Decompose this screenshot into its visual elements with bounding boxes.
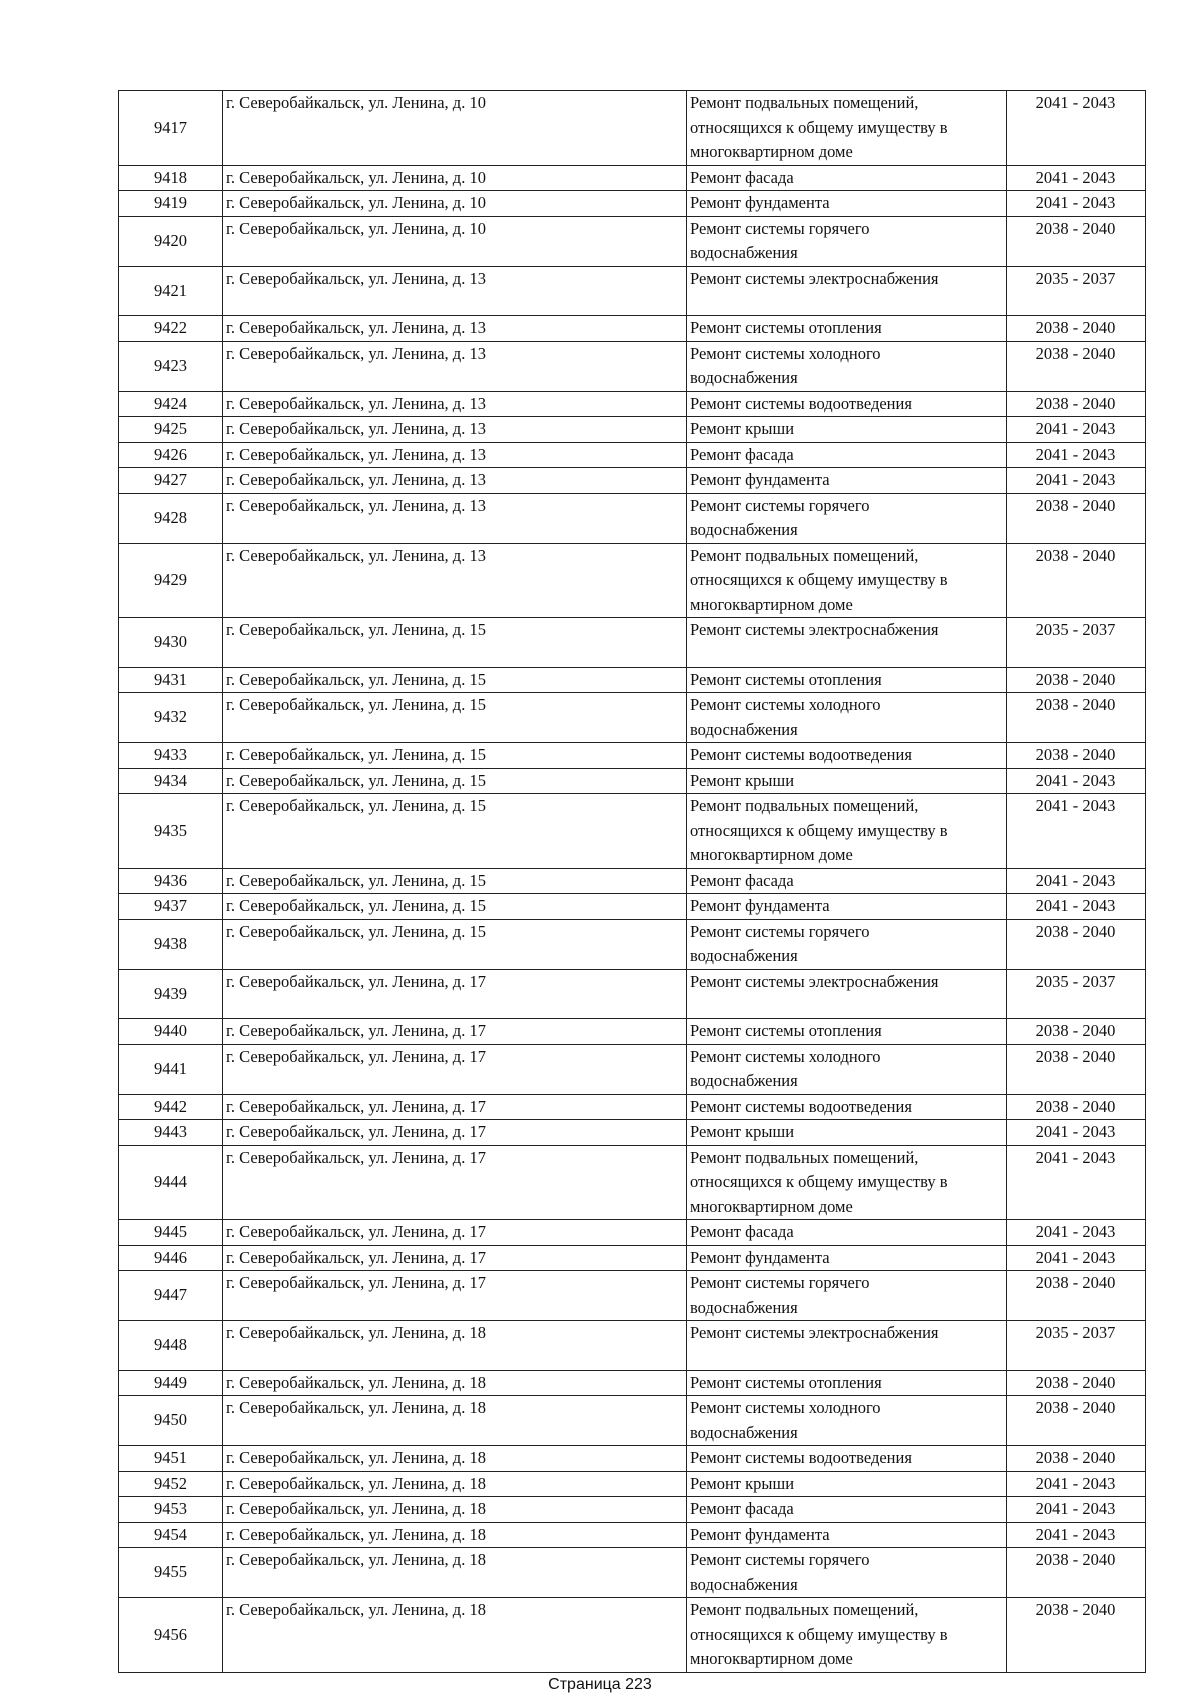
row-number: 9455: [119, 1548, 223, 1598]
row-period: 2041 - 2043: [1007, 768, 1146, 794]
table-row: [119, 442, 1146, 468]
row-work-type: [687, 618, 1007, 668]
row-period: 2038 - 2040: [1007, 493, 1146, 543]
work-type-line: Ремонт системы водоотведения: [690, 1096, 912, 1116]
table-row: [119, 1044, 1146, 1094]
row-period: 2041 - 2043: [1007, 1220, 1146, 1246]
work-type-line: многоквартирном доме: [690, 594, 853, 614]
row-number: 9421: [119, 266, 223, 316]
table-row: [119, 894, 1146, 920]
table-row: [119, 493, 1146, 543]
row-address: г. Северобайкальск, ул. Ленина, д. 18: [223, 1471, 687, 1497]
row-number: 9450: [119, 1396, 223, 1446]
work-type-line: Ремонт системы холодного: [690, 695, 881, 714]
work-type-line: Ремонт системы горячего: [690, 495, 870, 515]
work-type-line: водоснабжения: [690, 1574, 798, 1594]
work-type-line: Ремонт фундамента: [690, 1524, 830, 1544]
row-work-type: [687, 442, 1007, 468]
row-number: 9452: [119, 1471, 223, 1497]
row-address: г. Северобайкальск, ул. Ленина, д. 17: [223, 1044, 687, 1094]
work-type-line: Ремонт системы водоотведения: [690, 1448, 912, 1467]
row-address: г. Северобайкальск, ул. Ленина, д. 17: [223, 1245, 687, 1271]
work-type-line: Ремонт системы отопления: [690, 669, 882, 689]
row-work-type: [687, 91, 1007, 166]
row-work-type: [687, 1094, 1007, 1120]
work-type-line: Ремонт крыши: [690, 1473, 795, 1493]
row-work-type: [687, 1471, 1007, 1497]
row-number: 9440: [119, 1019, 223, 1045]
work-type-line: Ремонт системы горячего: [690, 1550, 870, 1569]
row-number: 9449: [119, 1370, 223, 1396]
row-period: 2041 - 2043: [1007, 442, 1146, 468]
work-type-line: водоснабжения: [690, 1071, 798, 1090]
row-period: 2038 - 2040: [1007, 1548, 1146, 1598]
work-type-line: Ремонт подвальных помещений,: [690, 1600, 919, 1619]
row-work-type: [687, 1019, 1007, 1045]
row-number: 9454: [119, 1522, 223, 1548]
work-type-line: многоквартирном доме: [690, 142, 853, 161]
row-period: 2041 - 2043: [1007, 868, 1146, 894]
row-address: г. Северобайкальск, ул. Ленина, д. 18: [223, 1396, 687, 1446]
row-number: 9438: [119, 919, 223, 969]
work-type-line: Ремонт системы холодного: [690, 1398, 881, 1417]
table-row: [119, 266, 1146, 316]
row-period: 2041 - 2043: [1007, 1471, 1146, 1497]
work-type-line: Ремонт крыши: [690, 419, 795, 438]
row-period: 2041 - 2043: [1007, 894, 1146, 920]
row-period: 2041 - 2043: [1007, 417, 1146, 443]
row-number: 9436: [119, 868, 223, 894]
row-period: 2041 - 2043: [1007, 1120, 1146, 1146]
row-work-type: [687, 1321, 1007, 1371]
row-work-type: [687, 341, 1007, 391]
row-work-type: [687, 165, 1007, 191]
work-type-line: многоквартирном доме: [690, 845, 853, 864]
row-period: 2038 - 2040: [1007, 316, 1146, 342]
row-period: 2038 - 2040: [1007, 341, 1146, 391]
row-number: 9443: [119, 1120, 223, 1146]
row-address: г. Северобайкальск, ул. Ленина, д. 17: [223, 1220, 687, 1246]
table-row: [119, 1548, 1146, 1598]
row-number: 9417: [119, 91, 223, 166]
row-address: г. Северобайкальск, ул. Ленина, д. 17: [223, 1271, 687, 1321]
row-address: г. Северобайкальск, ул. Ленина, д. 15: [223, 919, 687, 969]
work-type-line: водоснабжения: [690, 243, 798, 262]
work-type-line: водоснабжения: [690, 1297, 798, 1317]
row-number: 9446: [119, 1245, 223, 1271]
row-period: 2041 - 2043: [1007, 1145, 1146, 1220]
row-period: 2038 - 2040: [1007, 919, 1146, 969]
row-work-type: [687, 868, 1007, 894]
row-address: г. Северобайкальск, ул. Ленина, д. 15: [223, 894, 687, 920]
row-work-type: [687, 969, 1007, 1019]
row-address: г. Северобайкальск, ул. Ленина, д. 10: [223, 165, 687, 191]
row-number: 9423: [119, 341, 223, 391]
row-address: г. Северобайкальск, ул. Ленина, д. 18: [223, 1548, 687, 1598]
row-work-type: [687, 493, 1007, 543]
row-address: г. Северобайкальск, ул. Ленина, д. 15: [223, 667, 687, 693]
row-number: 9434: [119, 768, 223, 794]
row-address: г. Северобайкальск, ул. Ленина, д. 17: [223, 1145, 687, 1220]
table-row: [119, 919, 1146, 969]
row-work-type: [687, 1522, 1007, 1548]
row-work-type: [687, 919, 1007, 969]
row-address: г. Северобайкальск, ул. Ленина, д. 15: [223, 768, 687, 794]
row-work-type: [687, 1044, 1007, 1094]
work-type-line: Ремонт системы электроснабжения: [690, 268, 939, 288]
row-number: 9427: [119, 468, 223, 494]
row-work-type: [687, 1446, 1007, 1472]
work-type-line: водоснабжения: [690, 946, 798, 965]
table-row: [119, 391, 1146, 417]
row-address: г. Северобайкальск, ул. Ленина, д. 10: [223, 191, 687, 217]
work-type-line: относящихся к общему имуществу в: [690, 117, 948, 137]
row-period: 2038 - 2040: [1007, 1396, 1146, 1446]
work-type-line: Ремонт фундамента: [690, 896, 830, 915]
row-address: г. Северобайкальск, ул. Ленина, д. 18: [223, 1321, 687, 1371]
work-type-line: Ремонт системы отопления: [690, 318, 882, 337]
row-address: г. Северобайкальск, ул. Ленина, д. 17: [223, 969, 687, 1019]
table-row: [119, 91, 1146, 166]
row-number: 9430: [119, 618, 223, 668]
row-period: 2038 - 2040: [1007, 1271, 1146, 1321]
table-row: [119, 1271, 1146, 1321]
table-row: [119, 618, 1146, 668]
table-row: [119, 1094, 1146, 1120]
row-address: г. Северобайкальск, ул. Ленина, д. 15: [223, 868, 687, 894]
row-address: г. Северобайкальск, ул. Ленина, д. 15: [223, 743, 687, 769]
row-period: 2038 - 2040: [1007, 1598, 1146, 1673]
row-work-type: [687, 1145, 1007, 1220]
row-work-type: [687, 543, 1007, 618]
table-row: [119, 543, 1146, 618]
row-work-type: [687, 191, 1007, 217]
row-address: г. Северобайкальск, ул. Ленина, д. 13: [223, 391, 687, 417]
row-work-type: [687, 1370, 1007, 1396]
row-number: 9418: [119, 165, 223, 191]
row-address: г. Северобайкальск, ул. Ленина, д. 18: [223, 1446, 687, 1472]
row-number: 9428: [119, 493, 223, 543]
work-type-line: Ремонт системы холодного: [690, 1046, 881, 1066]
table-row: [119, 191, 1146, 217]
row-number: 9429: [119, 543, 223, 618]
row-number: 9445: [119, 1220, 223, 1246]
work-type-line: Ремонт системы отопления: [690, 1372, 882, 1392]
row-address: г. Северобайкальск, ул. Ленина, д. 13: [223, 316, 687, 342]
table-row: [119, 768, 1146, 794]
row-work-type: [687, 216, 1007, 266]
row-address: г. Северобайкальск, ул. Ленина, д. 15: [223, 618, 687, 668]
work-type-line: многоквартирном доме: [690, 1196, 853, 1216]
row-work-type: [687, 1120, 1007, 1146]
row-work-type: [687, 1245, 1007, 1271]
table-row: [119, 165, 1146, 191]
row-address: г. Северобайкальск, ул. Ленина, д. 13: [223, 543, 687, 618]
row-period: 2038 - 2040: [1007, 1044, 1146, 1094]
work-type-line: Ремонт фундамента: [690, 193, 830, 212]
table-row: [119, 1019, 1146, 1045]
table-row: [119, 1396, 1146, 1446]
work-type-line: Ремонт крыши: [690, 1122, 795, 1141]
row-period: 2041 - 2043: [1007, 191, 1146, 217]
table-row: [119, 1145, 1146, 1220]
row-work-type: [687, 768, 1007, 794]
table-row: [119, 316, 1146, 342]
work-type-line: Ремонт фундамента: [690, 470, 830, 489]
row-period: 2038 - 2040: [1007, 216, 1146, 266]
row-address: г. Северобайкальск, ул. Ленина, д. 17: [223, 1019, 687, 1045]
row-number: 9431: [119, 667, 223, 693]
row-number: 9435: [119, 794, 223, 869]
row-address: г. Северобайкальск, ул. Ленина, д. 15: [223, 794, 687, 869]
row-work-type: [687, 1497, 1007, 1523]
table-row: [119, 693, 1146, 743]
row-period: 2038 - 2040: [1007, 391, 1146, 417]
row-number: 9441: [119, 1044, 223, 1094]
row-address: г. Северобайкальск, ул. Ленина, д. 13: [223, 442, 687, 468]
row-period: 2041 - 2043: [1007, 91, 1146, 166]
work-type-line: Ремонт системы электроснабжения: [690, 1323, 939, 1342]
row-period: 2035 - 2037: [1007, 969, 1146, 1019]
row-period: 2038 - 2040: [1007, 1019, 1146, 1045]
work-type-line: Ремонт фасада: [690, 444, 794, 464]
row-work-type: [687, 468, 1007, 494]
row-address: г. Северобайкальск, ул. Ленина, д. 13: [223, 468, 687, 494]
row-work-type: [687, 391, 1007, 417]
row-period: 2041 - 2043: [1007, 1497, 1146, 1523]
row-address: г. Северобайкальск, ул. Ленина, д. 18: [223, 1522, 687, 1548]
work-type-line: водоснабжения: [690, 368, 798, 387]
row-period: 2041 - 2043: [1007, 165, 1146, 191]
row-address: г. Северобайкальск, ул. Ленина, д. 18: [223, 1598, 687, 1673]
table-row: [119, 1471, 1146, 1497]
row-address: г. Северобайкальск, ул. Ленина, д. 13: [223, 493, 687, 543]
row-number: 9425: [119, 417, 223, 443]
row-number: 9444: [119, 1145, 223, 1220]
work-type-line: Ремонт подвальных помещений,: [690, 796, 919, 815]
row-period: 2038 - 2040: [1007, 543, 1146, 618]
work-type-line: Ремонт фундамента: [690, 1247, 830, 1267]
work-type-line: водоснабжения: [690, 1422, 798, 1442]
table-row: [119, 468, 1146, 494]
row-work-type: [687, 794, 1007, 869]
row-work-type: [687, 266, 1007, 316]
work-type-line: Ремонт системы электроснабжения: [690, 620, 939, 639]
row-address: г. Северобайкальск, ул. Ленина, д. 18: [223, 1370, 687, 1396]
table-row: [119, 868, 1146, 894]
row-period: 2038 - 2040: [1007, 667, 1146, 693]
table-row: [119, 1370, 1146, 1396]
row-period: 2041 - 2043: [1007, 468, 1146, 494]
row-address: г. Северобайкальск, ул. Ленина, д. 17: [223, 1120, 687, 1146]
row-number: 9424: [119, 391, 223, 417]
row-number: 9453: [119, 1497, 223, 1523]
row-period: 2038 - 2040: [1007, 743, 1146, 769]
work-type-line: Ремонт системы горячего: [690, 1273, 870, 1292]
work-type-line: Ремонт системы электроснабжения: [690, 971, 939, 991]
work-type-line: Ремонт фасада: [690, 870, 794, 890]
works-table: [118, 90, 1146, 1673]
row-number: 9426: [119, 442, 223, 468]
row-address: г. Северобайкальск, ул. Ленина, д. 10: [223, 216, 687, 266]
table-row: [119, 1522, 1146, 1548]
work-type-line: многоквартирном доме: [690, 1649, 853, 1668]
row-address: г. Северобайкальск, ул. Ленина, д. 13: [223, 341, 687, 391]
row-work-type: [687, 316, 1007, 342]
work-type-line: водоснабжения: [690, 520, 798, 539]
work-type-line: Ремонт системы отопления: [690, 1021, 882, 1040]
row-number: 9420: [119, 216, 223, 266]
row-work-type: [687, 743, 1007, 769]
table-row: [119, 1598, 1146, 1673]
page-number: Страница 223: [548, 1676, 652, 1693]
row-period: 2038 - 2040: [1007, 1094, 1146, 1120]
row-work-type: [687, 894, 1007, 920]
row-period: 2038 - 2040: [1007, 1370, 1146, 1396]
row-period: 2035 - 2037: [1007, 618, 1146, 668]
table-row: [119, 743, 1146, 769]
row-address: г. Северобайкальск, ул. Ленина, д. 10: [223, 91, 687, 166]
work-type-line: Ремонт подвальных помещений,: [690, 545, 919, 565]
work-type-line: Ремонт системы водоотведения: [690, 745, 912, 764]
table-row: [119, 216, 1146, 266]
row-number: 9439: [119, 969, 223, 1019]
row-period: 2038 - 2040: [1007, 693, 1146, 743]
row-work-type: [687, 417, 1007, 443]
work-type-line: Ремонт крыши: [690, 770, 795, 790]
row-period: 2041 - 2043: [1007, 1522, 1146, 1548]
work-type-line: Ремонт подвальных помещений,: [690, 93, 919, 112]
work-type-line: водоснабжения: [690, 719, 798, 739]
row-work-type: [687, 1396, 1007, 1446]
row-number: 9448: [119, 1321, 223, 1371]
row-address: г. Северобайкальск, ул. Ленина, д. 13: [223, 417, 687, 443]
row-address: г. Северобайкальск, ул. Ленина, д. 15: [223, 693, 687, 743]
work-type-line: Ремонт системы горячего: [690, 218, 870, 238]
row-number: 9447: [119, 1271, 223, 1321]
work-type-line: относящихся к общему имуществу в: [690, 1172, 948, 1191]
row-number: 9422: [119, 316, 223, 342]
row-address: г. Северобайкальск, ул. Ленина, д. 13: [223, 266, 687, 316]
work-type-line: Ремонт фасада: [690, 1499, 794, 1518]
row-number: 9451: [119, 1446, 223, 1472]
table-row: [119, 417, 1146, 443]
row-address: г. Северобайкальск, ул. Ленина, д. 17: [223, 1094, 687, 1120]
work-type-line: Ремонт фасада: [690, 167, 794, 187]
row-work-type: [687, 667, 1007, 693]
row-number: 9432: [119, 693, 223, 743]
work-type-line: Ремонт фасада: [690, 1222, 794, 1241]
table-row: [119, 794, 1146, 869]
row-period: 2038 - 2040: [1007, 1446, 1146, 1472]
table-row: [119, 969, 1146, 1019]
table-row: [119, 1446, 1146, 1472]
table-body: [119, 91, 1146, 1673]
table-row: [119, 667, 1146, 693]
row-period: 2041 - 2043: [1007, 1245, 1146, 1271]
row-period: 2035 - 2037: [1007, 266, 1146, 316]
row-number: 9419: [119, 191, 223, 217]
table-row: [119, 1220, 1146, 1246]
table-row: [119, 1245, 1146, 1271]
work-type-line: Ремонт системы водоотведения: [690, 393, 912, 413]
row-work-type: [687, 693, 1007, 743]
table-row: [119, 341, 1146, 391]
table-row: [119, 1497, 1146, 1523]
row-number: 9433: [119, 743, 223, 769]
work-type-line: Ремонт системы горячего: [690, 921, 870, 941]
row-work-type: [687, 1548, 1007, 1598]
table-row: [119, 1120, 1146, 1146]
work-type-line: Ремонт подвальных помещений,: [690, 1147, 919, 1167]
work-type-line: относящихся к общему имуществу в: [690, 820, 948, 840]
work-type-line: относящихся к общему имуществу в: [690, 1624, 948, 1644]
work-type-line: Ремонт системы холодного: [690, 343, 881, 363]
row-period: 2041 - 2043: [1007, 794, 1146, 869]
row-number: 9442: [119, 1094, 223, 1120]
row-address: г. Северобайкальск, ул. Ленина, д. 18: [223, 1497, 687, 1523]
work-type-line: относящихся к общему имуществу в: [690, 570, 948, 589]
row-work-type: [687, 1598, 1007, 1673]
row-number: 9437: [119, 894, 223, 920]
row-work-type: [687, 1220, 1007, 1246]
table-row: [119, 1321, 1146, 1371]
row-work-type: [687, 1271, 1007, 1321]
row-period: 2035 - 2037: [1007, 1321, 1146, 1371]
row-number: 9456: [119, 1598, 223, 1673]
